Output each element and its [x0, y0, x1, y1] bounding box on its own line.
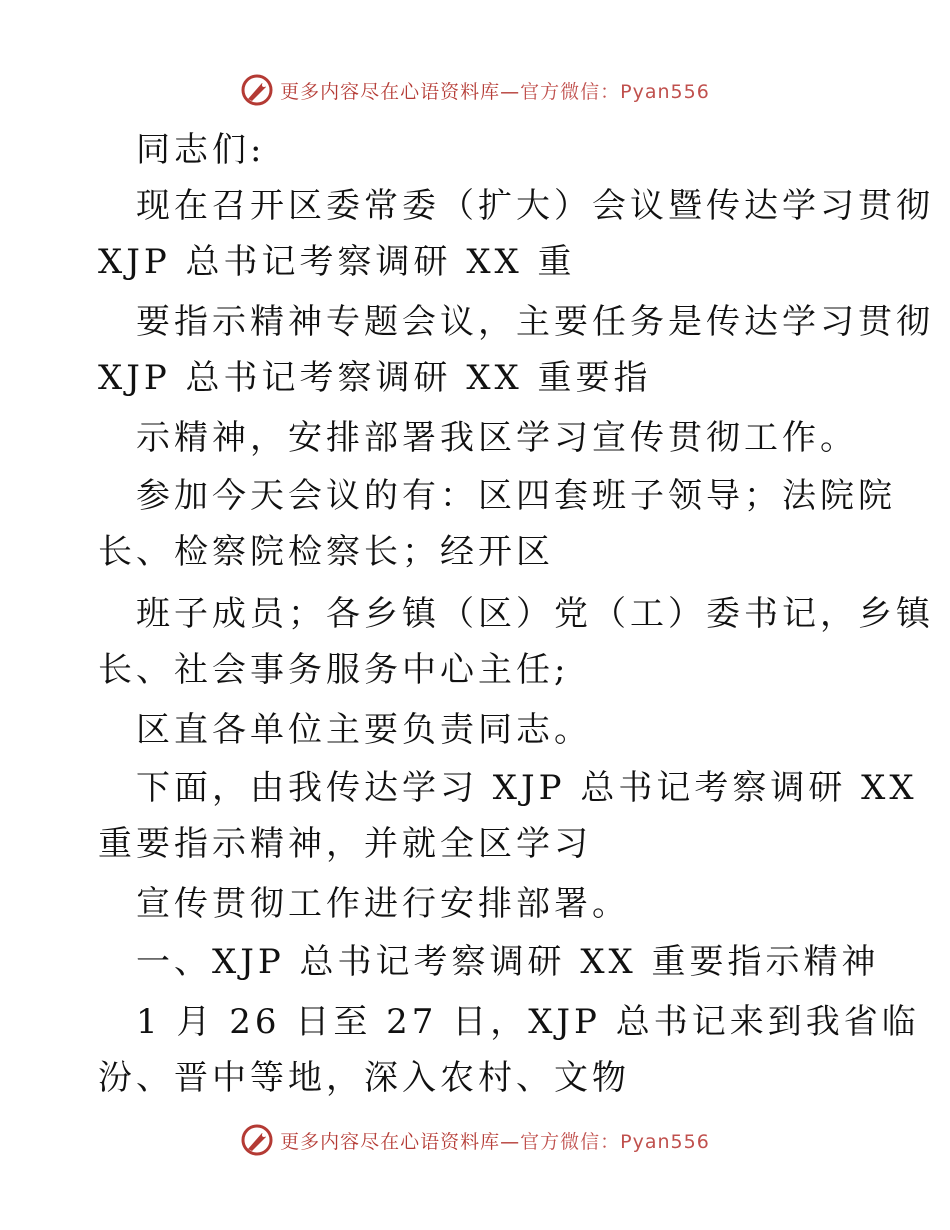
header-banner: [0, 70, 950, 110]
pen-nib-logo-icon: [240, 73, 274, 107]
text-line: 长、社会事务服务中心主任;: [98, 650, 570, 690]
pen-nib-logo-icon: [240, 1123, 274, 1157]
text-line: 区直各单位主要负责同志。: [136, 710, 592, 750]
text-line: 班子成员；各乡镇（区）党（工）委书记，乡镇: [136, 594, 934, 634]
text-line: 宣传贯彻工作进行安排部署。: [136, 884, 630, 924]
text-line: 长、检察院检察长；经开区: [98, 532, 554, 572]
text-line: 下面，由我传达学习 XJP 总书记考察调研 XX: [136, 768, 918, 808]
text-line: XJP 总书记考察调研 XX 重要指: [98, 358, 652, 398]
text-line: 要指示精神专题会议，主要任务是传达学习贯彻: [136, 302, 934, 342]
text-line: 参加今天会议的有：区四套班子领导；法院院: [136, 476, 896, 516]
banner-text: 更多内容尽在心语资料库—官方微信：Pyan556: [280, 1130, 710, 1153]
text-line: 示精神，安排部署我区学习宣传贯彻工作。: [136, 418, 858, 458]
banner-text: 更多内容尽在心语资料库—官方微信：Pyan556: [280, 80, 710, 103]
footer-banner: [0, 1120, 950, 1160]
text-line: 汾、晋中等地，深入农村、文物: [98, 1058, 630, 1098]
text-line: 同志们:: [136, 130, 266, 170]
text-line: 1 月 26 日至 27 日，XJP 总书记来到我省临: [136, 1002, 920, 1042]
text-line: 一、XJP 总书记考察调研 XX 重要指示精神: [136, 942, 880, 982]
text-line: 现在召开区委常委（扩大）会议暨传达学习贯彻: [136, 186, 934, 226]
text-line: 重要指示精神，并就全区学习: [98, 824, 592, 864]
text-line: XJP 总书记考察调研 XX 重: [98, 242, 576, 282]
